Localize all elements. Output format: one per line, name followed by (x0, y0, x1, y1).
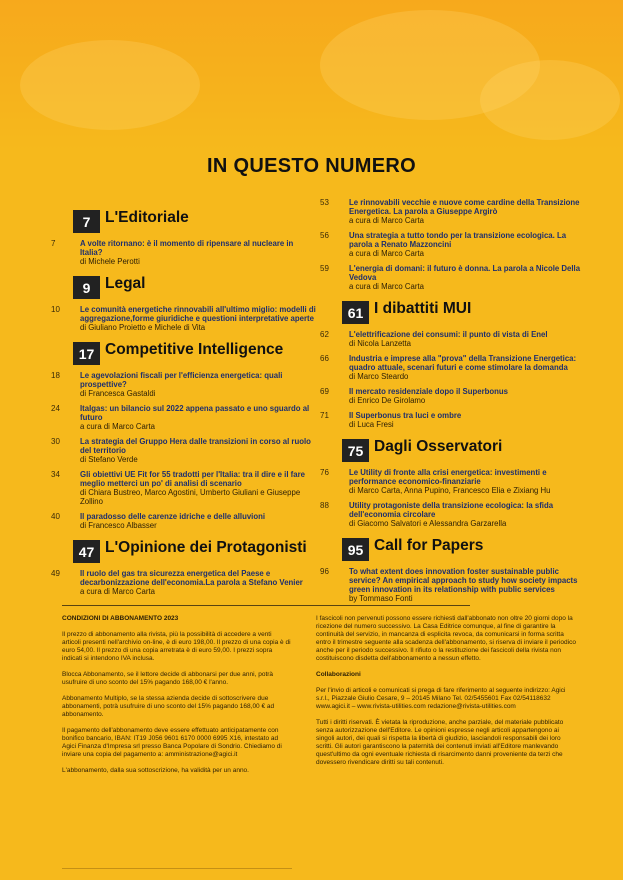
entry-title: A volte ritornano: è il momento di ripensare al nucleare in Italia? (80, 239, 294, 257)
entry-text (349, 264, 586, 291)
entry-page-number: 88 (320, 501, 329, 510)
entry-title: La strategia del Gruppo Hera dalle transizioni in corso al ruolo del territorio (80, 437, 311, 455)
entry-text (349, 354, 586, 381)
section-page-badge: 17 (73, 342, 100, 365)
publisher-info (316, 615, 576, 775)
entry-page-number: 76 (320, 468, 329, 477)
footer-heading: Collaborazioni (316, 671, 361, 678)
section-title: Legal (105, 275, 146, 292)
entry-page-number: 59 (320, 264, 329, 273)
toc-entry[interactable] (316, 468, 586, 495)
page-title: IN QUESTO NUMERO (207, 155, 416, 177)
entry-author: di Stefano Verde (80, 455, 138, 464)
section-header (47, 276, 317, 299)
footer-paragraph: Per l'invio di articoli e comunicati si prega di fare riferimento al seguente indirizzo: Agici s.r.l., Piazzale Giulio Cesare, 9 – 20145 Milano Tel. 02/5455601 Fax 02/54118632 www.agici.it – www.rivista-utilities.com redazione@rivista-utilities.com (316, 687, 566, 710)
entry-page-number: 49 (51, 569, 60, 578)
section-page-badge: 9 (73, 276, 100, 299)
toc-entry[interactable] (47, 437, 317, 464)
entry-author: di Giacomo Salvatori e Alessandra Garzarella (349, 519, 507, 528)
toc-right-column (316, 198, 586, 609)
footer-paragraph: Il prezzo di abbonamento alla rivista, più la possibilità di accedere a venti articoli presenti nell'archivio on-line, è di euro 198,00. Il prezzo di una copia è di euro 54,00. Il prezzo di una copia arretrata è di euro 59,00. I prezzi sopra indicati si intendono IVA inclusa. (62, 631, 291, 662)
entry-text (349, 567, 586, 603)
footer-underline (62, 868, 292, 869)
entry-page-number: 34 (51, 470, 60, 479)
entry-author: di Chiara Bustreo, Marco Agostini, Umberto Giuliani e Giuseppe Zollino (80, 488, 301, 506)
entry-title: Le rinnovabili vecchie e nuove come cardine della Transizione Energetica. La parola a Giuseppe Argirò (349, 198, 580, 216)
footer-paragraph: Abbonamento Multiplo, se la stessa azienda decide di sottoscrivere due abbonamenti, potrà usufruire di uno sconto del 15% pagando 168,00 € ad abbonamento. (62, 695, 275, 718)
entry-title: Il mercato residenziale dopo il Superbonus (349, 387, 509, 396)
entry-author: di Francesca Gastaldi (80, 389, 156, 398)
divider-rule (62, 605, 470, 606)
section-header (47, 540, 317, 563)
entry-text (349, 387, 508, 405)
section-page-badge: 95 (342, 538, 369, 561)
toc-entry[interactable] (316, 354, 586, 381)
toc-entry[interactable] (316, 231, 586, 258)
footer-paragraph: I fascicoli non pervenuti possono essere richiesti dall'abbonato non oltre 20 giorni dopo la ricezione del numero successivo. La Casa Editrice comunque, al fine di garantire la continuità del servizio, in mancanza di esplicita revoca, da comunicarsi in forma scritta entro il trimestre seguente alla scadenza dell'abbonamento, si riserva di inviare il periodico anche per il periodo successivo. Il rifiuto o la restituzione dei fascicoli della rivista non costituiscono disdetta dell'abbonamento a nessun effetto. (316, 615, 576, 662)
entry-text (349, 330, 548, 348)
entry-text (349, 468, 586, 495)
entry-page-number: 18 (51, 371, 60, 380)
entry-title: L'energia di domani: il futuro è donna. La parola a Nicole Della Vedova (349, 264, 581, 282)
entry-text (80, 470, 317, 506)
entry-title: L'elettrificazione dei consumi: il punto di vista di Enel (349, 330, 548, 339)
entry-page-number: 62 (320, 330, 329, 339)
entry-author: di Enrico De Girolamo (349, 396, 426, 405)
entry-author: di Giuliano Proietto e Michele di Vita (80, 323, 206, 332)
section-title: I dibattiti MUI (374, 300, 472, 317)
entry-author: di Michele Perotti (80, 257, 140, 266)
entry-title: Il paradosso delle carenze idriche e delle alluvioni (80, 512, 266, 521)
footer-paragraph: Il pagamento dell'abbonamento deve essere effettuato anticipatamente con bonifico bancario, IBAN: IT19 J056 9601 6170 0000 6995 X16, intestato ad Agici Finanza d'Impresa srl presso Banca Popolare di Sondrio. Chiediamo di inviare una copia del pagamento a: amministrazione@agici.it (62, 727, 282, 758)
toc-entry[interactable] (47, 305, 317, 332)
entry-author: a cura di Marco Carta (349, 216, 424, 225)
section-title: L'Opinione dei Protagonisti (105, 539, 307, 556)
entry-page-number: 56 (320, 231, 329, 240)
toc-entry[interactable] (316, 411, 586, 429)
entry-title: Utility protagoniste della transizione ecologica: la sfida dell'economia circolare (349, 501, 554, 519)
footer-paragraph: Blocca Abbonamento, se il lettore decide di abbonarsi per due anni, potrà usufruire di uno sconto del 15% pagando 168,00 € l'anno. (62, 671, 274, 686)
toc-entry[interactable] (47, 470, 317, 506)
footer-paragraph: Tutti i diritti riservati. È vietata la riproduzione, anche parziale, del materiale pubblicato senza autorizzazione dell'Editore. Le opinioni espresse negli articoli appartengono ai singoli autori, dei quali si rispetta la libertà di giudizio, lasciandoli responsabili dei loro scritti. Gli autori garantiscono la paternità dei contenuti inviati all'Editore manlevando quest'ultimo da ogni eventuale richiesta di risarcimento danni proveniente da terzi che dovessero rivendicare diritti su tali contenuti. (316, 719, 564, 766)
entry-title: Italgas: un bilancio sul 2022 appena passato e uno sguardo al futuro (80, 404, 310, 422)
entry-author: di Luca Fresi (349, 420, 394, 429)
section-header (316, 301, 586, 324)
entry-author: a cura di Marco Carta (80, 422, 155, 431)
entry-text (349, 198, 586, 225)
entry-text (80, 371, 317, 398)
entry-text (80, 569, 317, 596)
entry-title: Gli obiettivi UE Fit for 55 tradotti per l'Italia: tra il dire e il fare meglio metterci un po' di analisi di scenario (80, 470, 305, 488)
toc-entry[interactable] (316, 387, 586, 405)
entry-title: Il ruolo del gas tra sicurezza energetica del Paese e decarbonizzazione dell'economia.La parola a Stefano Venier (80, 569, 303, 587)
section-page-badge: 47 (73, 540, 100, 563)
entry-title: Le comunità energetiche rinnovabili all'ultimo miglio: modelli di aggregazione,forme giuridiche e questioni interpretative aperte (80, 305, 316, 323)
section-page-badge: 7 (73, 210, 100, 233)
entry-title: Il Superbonus tra luci e ombre (349, 411, 462, 420)
entry-author: di Nicola Lanzetta (349, 339, 411, 348)
entry-page-number: 69 (320, 387, 329, 396)
entry-author: a cura di Marco Carta (80, 587, 155, 596)
entry-author: di Francesco Albasser (80, 521, 157, 530)
entry-title: Le agevolazioni fiscali per l'efficienza energetica: quali prospettive? (80, 371, 283, 389)
toc-left-column (47, 200, 317, 602)
entry-author: a cura di Marco Carta (349, 282, 424, 291)
toc-entry[interactable] (316, 198, 586, 225)
section-header (316, 439, 586, 462)
toc-entry[interactable] (316, 501, 586, 528)
entry-page-number: 30 (51, 437, 60, 446)
toc-entry[interactable] (316, 330, 586, 348)
section-header (316, 538, 586, 561)
section-page-badge: 61 (342, 301, 369, 324)
section-title: L'Editoriale (105, 209, 189, 226)
entry-page-number: 66 (320, 354, 329, 363)
entry-title: To what extent does innovation foster sustainable public service? An empirical approach to study how society impacts green innovation in its relationship with public services (349, 567, 578, 594)
entry-title: Le Utility di fronte alla crisi energetica: investimenti e performance economico-finanziarie (349, 468, 547, 486)
entry-title: Industria e imprese alla "prova" della Transizione Energetica: quadro attuale, scenari futuri e come stimolare la domanda (349, 354, 577, 372)
entry-page-number: 96 (320, 567, 329, 576)
section-page-badge: 75 (342, 439, 369, 462)
entry-page-number: 10 (51, 305, 60, 314)
footer-paragraph: L'abbonamento, dalla sua sottoscrizione, ha validità per un anno. (62, 767, 249, 774)
entry-text (349, 501, 586, 528)
entry-text (349, 231, 586, 258)
footer-heading: CONDIZIONI DI ABBONAMENTO 2023 (62, 615, 179, 622)
entry-page-number: 53 (320, 198, 329, 207)
subscription-conditions (62, 615, 292, 783)
entry-page-number: 71 (320, 411, 329, 420)
section-title: Dagli Osservatori (374, 438, 503, 455)
entry-text (349, 411, 461, 429)
section-header (47, 210, 317, 233)
toc-entry[interactable] (47, 512, 317, 530)
toc-entry[interactable] (316, 264, 586, 291)
entry-text (80, 437, 317, 464)
section-title: Call for Papers (374, 537, 484, 554)
entry-author: by Tommaso Fonti (349, 594, 413, 603)
cover-photo-band (0, 0, 623, 150)
entry-author: di Marco Carta, Anna Pupino, Francesco Elia e Zixiang Hu (349, 486, 551, 495)
toc-entry[interactable] (47, 569, 317, 596)
toc-entry[interactable] (47, 239, 317, 266)
toc-entry[interactable] (316, 567, 586, 603)
entry-author: di Marco Steardo (349, 372, 409, 381)
toc-entry[interactable] (47, 371, 317, 398)
entry-page-number: 7 (51, 239, 56, 248)
entry-page-number: 24 (51, 404, 60, 413)
entry-text (80, 305, 317, 332)
entry-page-number: 40 (51, 512, 60, 521)
section-title: Competitive Intelligence (105, 341, 284, 358)
entry-text (80, 239, 317, 266)
entry-title: Una strategia a tutto tondo per la transizione ecologica. La parola a Renato Mazzoncini (349, 231, 567, 249)
entry-text (80, 404, 317, 431)
entry-author: a cura di Marco Carta (349, 249, 424, 258)
entry-text (80, 512, 265, 530)
section-header (47, 342, 317, 365)
toc-entry[interactable] (47, 404, 317, 431)
